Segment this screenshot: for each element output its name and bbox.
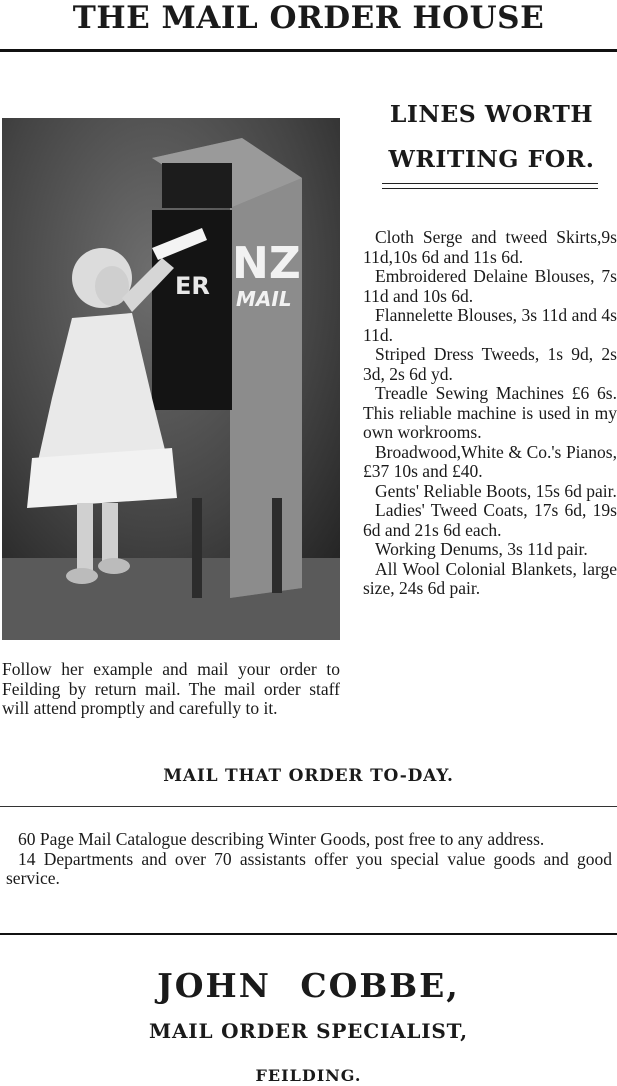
box-er-text: ER	[175, 272, 210, 300]
list-item: Cloth Serge and tweed Skirts,9s 11d,10s 6d and 11s 6d.	[363, 227, 617, 267]
town-name: FEILDING.	[255, 1066, 362, 1085]
list-item: Treadle Sewing Machines £6 6s. This reliable machine is used in my own workrooms.	[363, 383, 617, 442]
list-item: Broadwood,White & Co.'s Pianos, £37 10s and £40.	[363, 441, 617, 481]
girl-posting-letter-photo	[2, 118, 340, 640]
lines-worth-title	[366, 92, 617, 182]
box-nz-text: NZ	[232, 238, 301, 289]
list-item: Flannelette Blouses, 3s 11d and 4s 11d.	[363, 305, 617, 345]
title-rule-2	[382, 188, 598, 189]
list-item: Embroidered Delaine Blouses, 7s 11d and 10s 6d.	[363, 266, 617, 306]
section-rule-2	[0, 933, 617, 935]
notices	[6, 830, 612, 889]
mail-that-order-heading: MAIL THAT ORDER TO-DAY.	[163, 766, 454, 786]
headline: THE MAIL ORDER HOUSE	[72, 0, 545, 36]
list-item: Working Denums, 3s 11d pair.	[375, 539, 588, 559]
notice-departments: 14 Departments and over 70 assistants offer you special value goods and good service.	[6, 848, 612, 888]
list-item: Striped Dress Tweeds, 1s 9d, 2s 3d, 2s 6d yd.	[363, 344, 617, 384]
section-rule-1	[0, 806, 617, 807]
notice-catalogue: 60 Page Mail Catalogue describing Winter Goods, post free to any address.	[18, 829, 545, 849]
box-mail-text: MAIL	[236, 287, 292, 311]
lines-title-line-1: LINES WORTH	[389, 100, 594, 128]
items-list	[363, 228, 617, 599]
specialist-title: MAIL ORDER SPECIALIST,	[149, 1019, 468, 1043]
photo-caption: Follow her example and mail your order to Feilding by return mail. The mail order staff will attend promptly and carefully to it.	[2, 659, 340, 718]
list-item: Gents' Reliable Boots, 15s 6d pair.	[375, 480, 617, 501]
proprietor-name: JOHN COBBE,	[157, 966, 460, 1005]
list-item: Ladies' Tweed Coats, 17s 6d, 19s 6d and 21s 6d each.	[363, 500, 617, 540]
lines-title-line-2: WRITING FOR.	[388, 145, 595, 173]
title-rule-1	[382, 183, 598, 184]
list-item: All Wool Colonial Blankets, large size, 24s 6d pair.	[363, 558, 617, 598]
headline-rule	[0, 49, 617, 52]
